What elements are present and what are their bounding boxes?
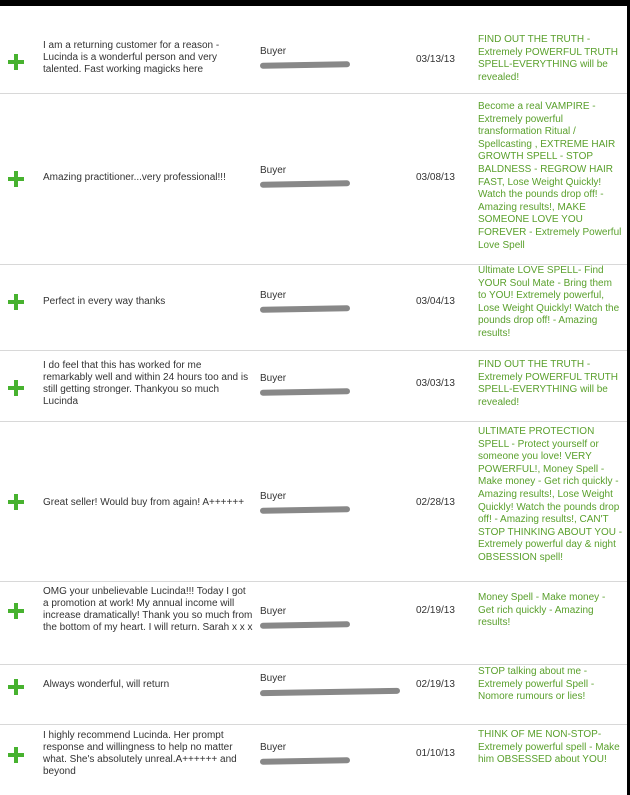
feedback-comment: I highly recommend Lucinda. Her prompt response and willingness to help no matter what. She's absolutely unreal.A++++++ and beyond (43, 730, 237, 777)
buyer-info (260, 491, 360, 513)
item-title-link[interactable]: Become a real VAMPIRE - Extremely powerful transformation Ritual / Spellcasting , EXTREME HAIR GROWTH SPELL - STOP BALDNESS - REGROW HAIR FAST, Lose Weight Quickly! Watch the pounds drop off! - Amazing results!, MAKE SOMEONE LOVE YOU FOREVER - Extremely Powerful Love Spell (478, 101, 622, 251)
feedback-date: 02/19/13 (416, 605, 455, 616)
feedback-row (0, 350, 627, 422)
item-title-link[interactable]: Money Spell - Make money - Get rich quickly - Amazing results! (478, 592, 606, 629)
item-title-link[interactable]: STOP talking about me - Extremely powerful Spell - Nomore rumours or lies! (478, 666, 595, 703)
feedback-row (0, 724, 627, 795)
positive-rating-icon (8, 747, 24, 763)
positive-rating-icon (8, 494, 24, 510)
item-title-link[interactable]: THINK OF ME NON-STOP- Extremely powerful spell - Make him OBSESSED about YOU! (478, 729, 620, 766)
feedback-row (0, 6, 627, 94)
feedback-row (0, 93, 627, 265)
item-title-link[interactable]: Ultimate LOVE SPELL- Find YOUR Soul Mate - Bring them to YOU! Extremely powerful, Lose Weight Quickly! Watch the pounds drop off! - Amazing results! (478, 265, 620, 339)
buyer-role: Buyer (260, 290, 287, 301)
redacted-username (260, 757, 350, 765)
feedback-date: 01/10/13 (416, 748, 455, 759)
redacted-username (260, 61, 350, 69)
redacted-username (260, 180, 350, 188)
feedback-date: 03/08/13 (416, 172, 455, 183)
buyer-role: Buyer (260, 491, 287, 502)
feedback-date: 02/28/13 (416, 497, 455, 508)
feedback-page (0, 6, 627, 795)
positive-rating-icon (8, 679, 24, 695)
buyer-info (260, 46, 360, 68)
buyer-info (260, 165, 360, 187)
redacted-username (260, 388, 350, 396)
positive-rating-icon (8, 380, 24, 396)
buyer-info (260, 673, 360, 695)
buyer-role: Buyer (260, 606, 287, 617)
redacted-username (260, 506, 350, 514)
feedback-comment: Always wonderful, will return (43, 679, 170, 690)
feedback-row (0, 421, 627, 582)
buyer-role: Buyer (260, 373, 287, 384)
feedback-comment: I am a returning customer for a reason - Lucinda is a wonderful person and very talented. Fast working magicks here (43, 40, 220, 75)
buyer-role: Buyer (260, 673, 287, 684)
redacted-username (260, 688, 400, 696)
feedback-date: 02/19/13 (416, 679, 455, 690)
redacted-username (260, 305, 350, 313)
buyer-role: Buyer (260, 46, 287, 57)
feedback-comment: Amazing practitioner...very professional!!! (43, 172, 226, 183)
positive-rating-icon (8, 54, 24, 70)
positive-rating-icon (8, 294, 24, 310)
feedback-comment: OMG your unbelievable Lucinda!!! Today I got a promotion at work! My annual income will increase dramatically! Thank you so much from the bottom of my heart. I will return. Sarah x x x (43, 586, 253, 633)
feedback-row (0, 664, 627, 725)
buyer-info (260, 606, 360, 628)
feedback-row (0, 264, 627, 351)
buyer-role: Buyer (260, 165, 287, 176)
feedback-row (0, 581, 627, 665)
redacted-username (260, 621, 350, 629)
feedback-date: 03/13/13 (416, 54, 455, 65)
positive-rating-icon (8, 171, 24, 187)
feedback-comment: Perfect in every way thanks (43, 296, 166, 307)
feedback-comment: Great seller! Would buy from again! A++++++ (43, 497, 245, 508)
feedback-comment: I do feel that this has worked for me remarkably well and within 24 hours too and is still getting stronger. Thankyou so much Lucinda (43, 360, 249, 407)
buyer-role: Buyer (260, 742, 287, 753)
buyer-info (260, 373, 360, 395)
item-title-link[interactable]: FIND OUT THE TRUTH - Extremely POWERFUL TRUTH SPELL-EVERYTHING will be revealed! (478, 359, 619, 408)
item-title-link[interactable]: FIND OUT THE TRUTH - Extremely POWERFUL TRUTH SPELL-EVERYTHING will be revealed! (478, 34, 619, 83)
feedback-date: 03/04/13 (416, 296, 455, 307)
feedback-date: 03/03/13 (416, 378, 455, 389)
item-title-link[interactable]: ULTIMATE PROTECTION SPELL - Protect yourself or someone you love! VERY POWERFUL!, Money Spell - Make money - Get rich quickly - Amazing results!, Lose Weight Quickly! Watch the pounds drop off! - Amazing results!, CAN'T STOP THINKING ABOUT YOU - Extremely powerful day & night OBSESSION spell! (478, 426, 623, 563)
buyer-info (260, 742, 360, 764)
positive-rating-icon (8, 603, 24, 619)
buyer-info (260, 290, 360, 312)
